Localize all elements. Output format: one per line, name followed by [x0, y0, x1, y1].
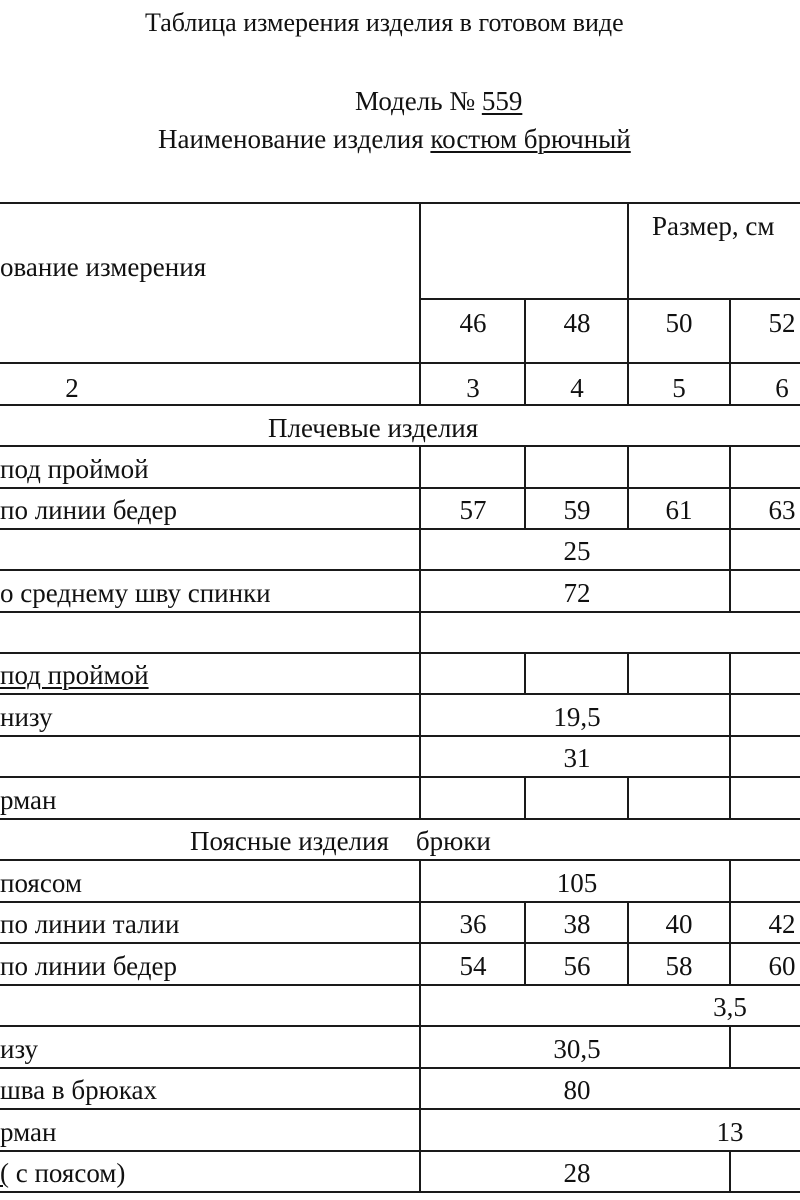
section-heading-shoulder: Плечевые изделия: [268, 413, 479, 443]
item-name-value: костюм брючный: [430, 124, 631, 154]
cell-value: 31: [563, 743, 591, 773]
model-prefix: Модель №: [355, 86, 482, 116]
cell-value: 80: [563, 1075, 591, 1105]
cell-value: 61: [665, 495, 693, 525]
model-number: 559: [481, 86, 523, 116]
cell-value: 3,5: [713, 992, 747, 1022]
row-label: по линии бедер: [0, 495, 177, 525]
row-label: [0, 1160, 125, 1187]
col-number: 6: [775, 373, 789, 403]
size-52: 52: [768, 308, 796, 338]
col-number: 3: [466, 373, 480, 403]
cell-value: 58: [665, 951, 693, 981]
cell-value: 59: [563, 495, 591, 525]
column-header-measurement: ование измерения: [0, 252, 207, 282]
row-label: поясом: [0, 868, 82, 898]
size-46: 46: [459, 308, 487, 338]
cell-value: 63: [768, 495, 796, 525]
row-label: по линии талии: [0, 909, 180, 939]
row-label: под проймой: [0, 454, 149, 484]
cell-value: 19,5: [553, 702, 601, 732]
cell-value: 56: [563, 951, 591, 981]
row-label-rest: с поясом): [9, 1158, 126, 1188]
cell-value: 30,5: [553, 1034, 601, 1064]
row-label: шва в брюках: [0, 1075, 158, 1105]
col-number: 4: [570, 373, 584, 403]
section-heading-waist: Поясные изделия брюки: [190, 826, 491, 856]
col-number: 5: [672, 373, 686, 403]
row-label: рман: [0, 1117, 57, 1147]
cell-value: 72: [563, 578, 591, 608]
column-header-size: Размер, см: [652, 211, 775, 241]
cell-value: 28: [563, 1158, 591, 1188]
size-50: 50: [665, 308, 693, 338]
cell-value: 38: [563, 909, 591, 939]
cell-value: 60: [768, 951, 796, 981]
row-label: рман: [0, 785, 57, 815]
row-label-underlined: под проймой: [0, 660, 149, 690]
cell-value: 25: [563, 536, 591, 566]
item-name-prefix: Наименование изделия: [158, 124, 431, 154]
col-number: 2: [65, 373, 79, 403]
cell-value: 54: [459, 951, 487, 981]
cell-value: 42: [768, 909, 796, 939]
cell-value: 36: [459, 909, 487, 939]
document-title: Таблица измерения изделия в готовом виде: [145, 8, 624, 37]
cell-value: 40: [665, 909, 693, 939]
size-48: 48: [563, 308, 591, 338]
row-label: [0, 662, 149, 689]
row-label: низу: [0, 702, 53, 732]
row-label: о среднему шву спинки: [0, 578, 271, 608]
row-label-underlined: (: [0, 1158, 9, 1188]
row-label: по линии бедер: [0, 951, 177, 981]
cell-value: 13: [716, 1117, 744, 1147]
cell-value: 57: [459, 495, 487, 525]
cell-value: 105: [556, 868, 598, 898]
row-label: изу: [0, 1034, 39, 1064]
